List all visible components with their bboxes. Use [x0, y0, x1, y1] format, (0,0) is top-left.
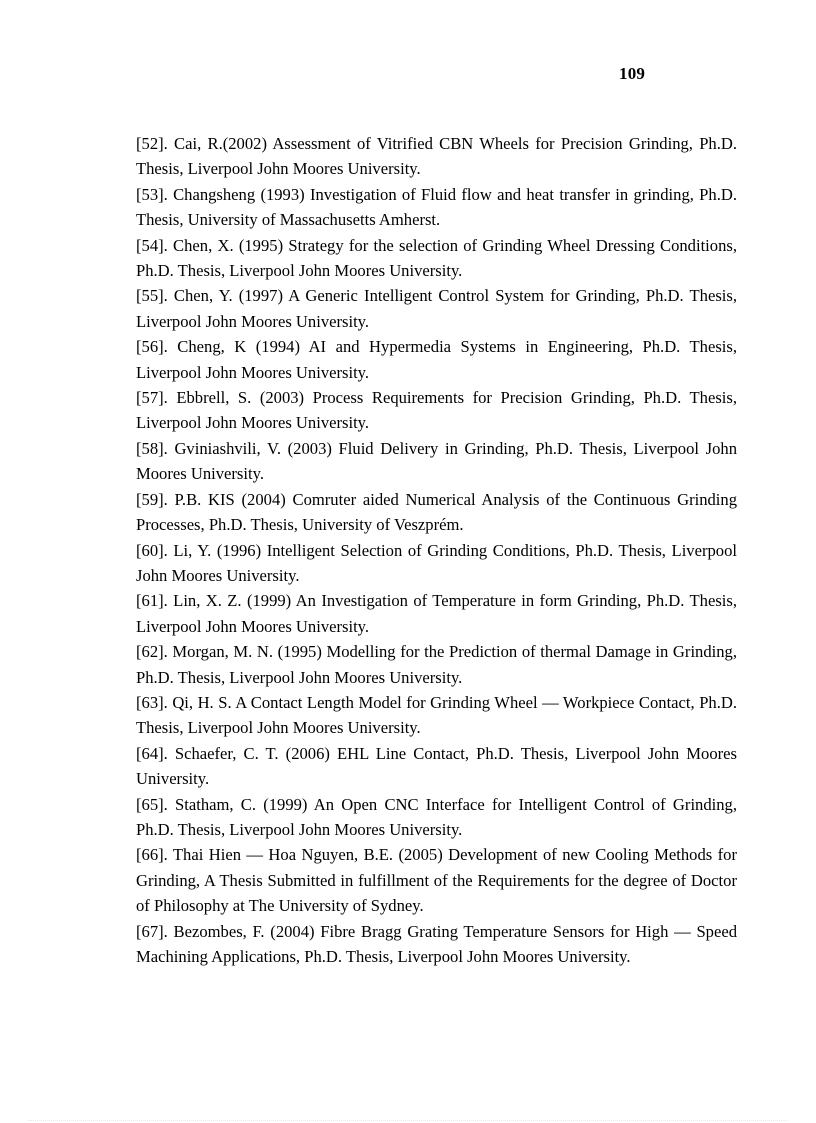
- bottom-divider: [28, 1120, 788, 1121]
- reference-item-62: [62]. Morgan, M. N. (1995) Modelling for the Prediction of thermal Damage in Grinding, Ph.D. Thesis, Liverpool John Moores University.: [136, 642, 737, 687]
- reference-item-65: [65]. Statham, C. (1999) An Open CNC Interface for Intelligent Control of Grinding, Ph.D. Thesis, Liverpool John Moores University.: [136, 794, 737, 839]
- reference-item-64: [64]. Schaefer, C. T. (2006) EHL Line Contact, Ph.D. Thesis, Liverpool John Moores University.: [136, 743, 737, 789]
- reference-item-56: [56]. Cheng, K (1994) AI and Hypermedia Systems in Engineering, Ph.D. Thesis, Liverpool John Moores University.: [136, 337, 737, 382]
- reference-list: [136, 131, 737, 969]
- reference-item-58: [58]. Gviniashvili, V. (2003) Fluid Delivery in Grinding, Ph.D. Thesis, Liverpool John Moores University.: [136, 438, 737, 484]
- page-number: 109: [619, 64, 646, 83]
- reference-item-59: [59]. P.B. KIS (2004) Comruter aided Numerical Analysis of the Continuous Grinding Processes, Ph.D. Thesis, University of Veszprém.: [136, 489, 737, 535]
- reference-item-55: [55]. Chen, Y. (1997) A Generic Intelligent Control System for Grinding, Ph.D. Thesis, Liverpool John Moores University.: [136, 286, 737, 331]
- reference-item-61: [61]. Lin, X. Z. (1999) An Investigation of Temperature in form Grinding, Ph.D. Thesis, Liverpool John Moores University.: [136, 591, 737, 636]
- reference-item-63: [63]. Qi, H. S. A Contact Length Model for Grinding Wheel — Workpiece Contact, Ph.D. Thesis, Liverpool John Moores University.: [136, 692, 737, 738]
- reference-item-66: [66]. Thai Hien — Hoa Nguyen, B.E. (2005) Development of new Cooling Methods for Grinding, A Thesis Submitted in fulfillment of the Requirements for the degree of Doctor of Philosophy at The University of Sydney.: [136, 845, 737, 916]
- reference-item-60: [60]. Li, Y. (1996) Intelligent Selection of Grinding Conditions, Ph.D. Thesis, Liverpool John Moores University.: [136, 540, 737, 585]
- reference-item-52: [52]. Cai, R.(2002) Assessment of Vitrified CBN Wheels for Precision Grinding, Ph.D. Thesis, Liverpool John Moores University.: [136, 134, 737, 179]
- reference-item-67: [67]. Bezombes, F. (2004) Fibre Bragg Grating Temperature Sensors for High — Speed Machining Applications, Ph.D. Thesis, Liverpool John Moores University.: [136, 921, 737, 966]
- reference-item-57: [57]. Ebbrell, S. (2003) Process Requirements for Precision Grinding, Ph.D. Thesis, Liverpool John Moores University.: [136, 388, 737, 433]
- reference-item-53: [53]. Changsheng (1993) Investigation of Fluid flow and heat transfer in grinding, Ph.D. Thesis, University of Massachusetts Amherst.: [136, 184, 737, 230]
- reference-item-54: [54]. Chen, X. (1995) Strategy for the selection of Grinding Wheel Dressing Conditions, Ph.D. Thesis, Liverpool John Moores University.: [136, 235, 737, 281]
